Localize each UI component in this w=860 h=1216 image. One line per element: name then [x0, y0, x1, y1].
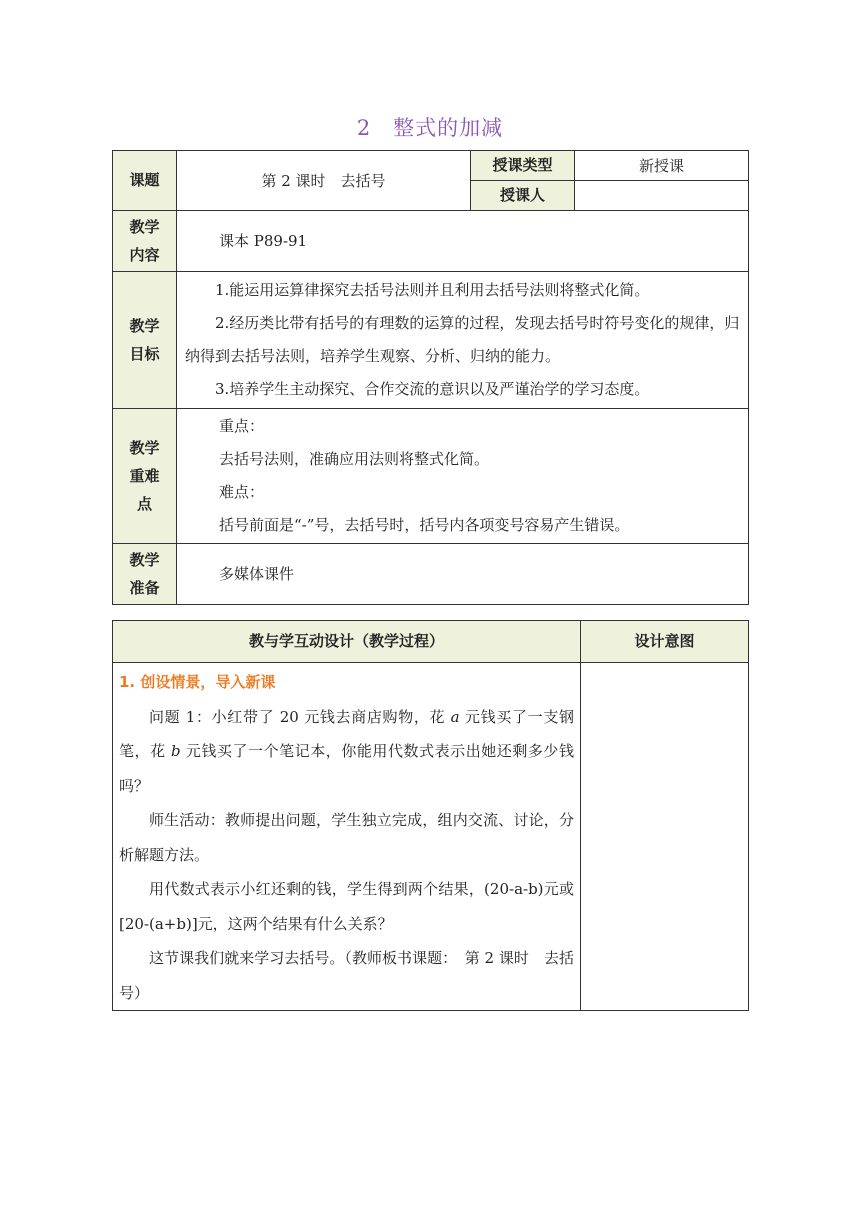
goal-item: 1.能运用运算律探究去括号法则并且利用去括号法则将整式化简。 [215, 281, 650, 299]
content-label: 教学 内容 [113, 211, 177, 272]
type-value: 新授课 [575, 151, 749, 181]
intent-cell [581, 663, 749, 1011]
prep-value: 多媒体课件 [177, 544, 749, 605]
content-value: 课本 P89-91 [177, 211, 749, 272]
keypoint-line: 括号前面是“-”号，去括号时，括号内各项变号容易产生错误。 [219, 516, 630, 534]
keypoints-cell [177, 409, 749, 544]
closing-paragraph: 这节课我们就来学习去括号。（教师板书课题： 第 2 课时 去括号） [119, 949, 574, 1002]
type-label: 授课类型 [471, 151, 575, 181]
topic-value: 第 2 课时 去括号 [177, 151, 471, 211]
goals-label: 教学 目标 [113, 272, 177, 409]
process-cell [113, 663, 581, 1011]
prep-label: 教学 准备 [113, 544, 177, 605]
keypoint-line: 去括号法则，准确应用法则将整式化简。 [219, 450, 490, 468]
teacher-value [575, 181, 749, 211]
keypoint-line: 重点： [219, 417, 265, 435]
question-1: 问题 1：小红带了 20 元钱去商店购物，花 a 元钱买了一支钢笔，花 b 元钱买了一个笔记本，你能用代数式表示出她还剩多少钱吗？ [119, 707, 574, 795]
keypoint-line: 难点： [219, 483, 265, 501]
teaching-process-table [112, 620, 749, 1011]
goal-item: 2.经历类比带有括号的有理数的运算的过程，发现去括号时符号变化的规律，归纳得到去括号法则，培养学生观察、分析、归纳的能力。 [185, 314, 740, 365]
result-paragraph: 用代数式表示小红还剩的钱，学生得到两个结果，(20-a-b)元或[20-(a+b)]元，这两个结果有什么关系？ [119, 880, 574, 933]
goal-item: 3.培养学生主动探究、合作交流的意识以及严谨治学的学习态度。 [215, 380, 650, 398]
activity-paragraph: 师生活动：教师提出问题，学生独立完成，组内交流、讨论，分析解题方法。 [119, 811, 574, 864]
page-title: 2 整式的加减 [356, 116, 504, 140]
topic-label: 课题 [113, 151, 177, 211]
process-column-header: 教与学互动设计（教学过程） [113, 621, 581, 663]
section-heading: 1. 创设情景，导入新课 [119, 673, 276, 691]
goals-cell [177, 272, 749, 409]
lesson-info-table [112, 150, 749, 605]
teacher-label: 授课人 [471, 181, 575, 211]
intent-column-header: 设计意图 [581, 621, 749, 663]
keypoints-label: 教学 重难 点 [113, 409, 177, 544]
